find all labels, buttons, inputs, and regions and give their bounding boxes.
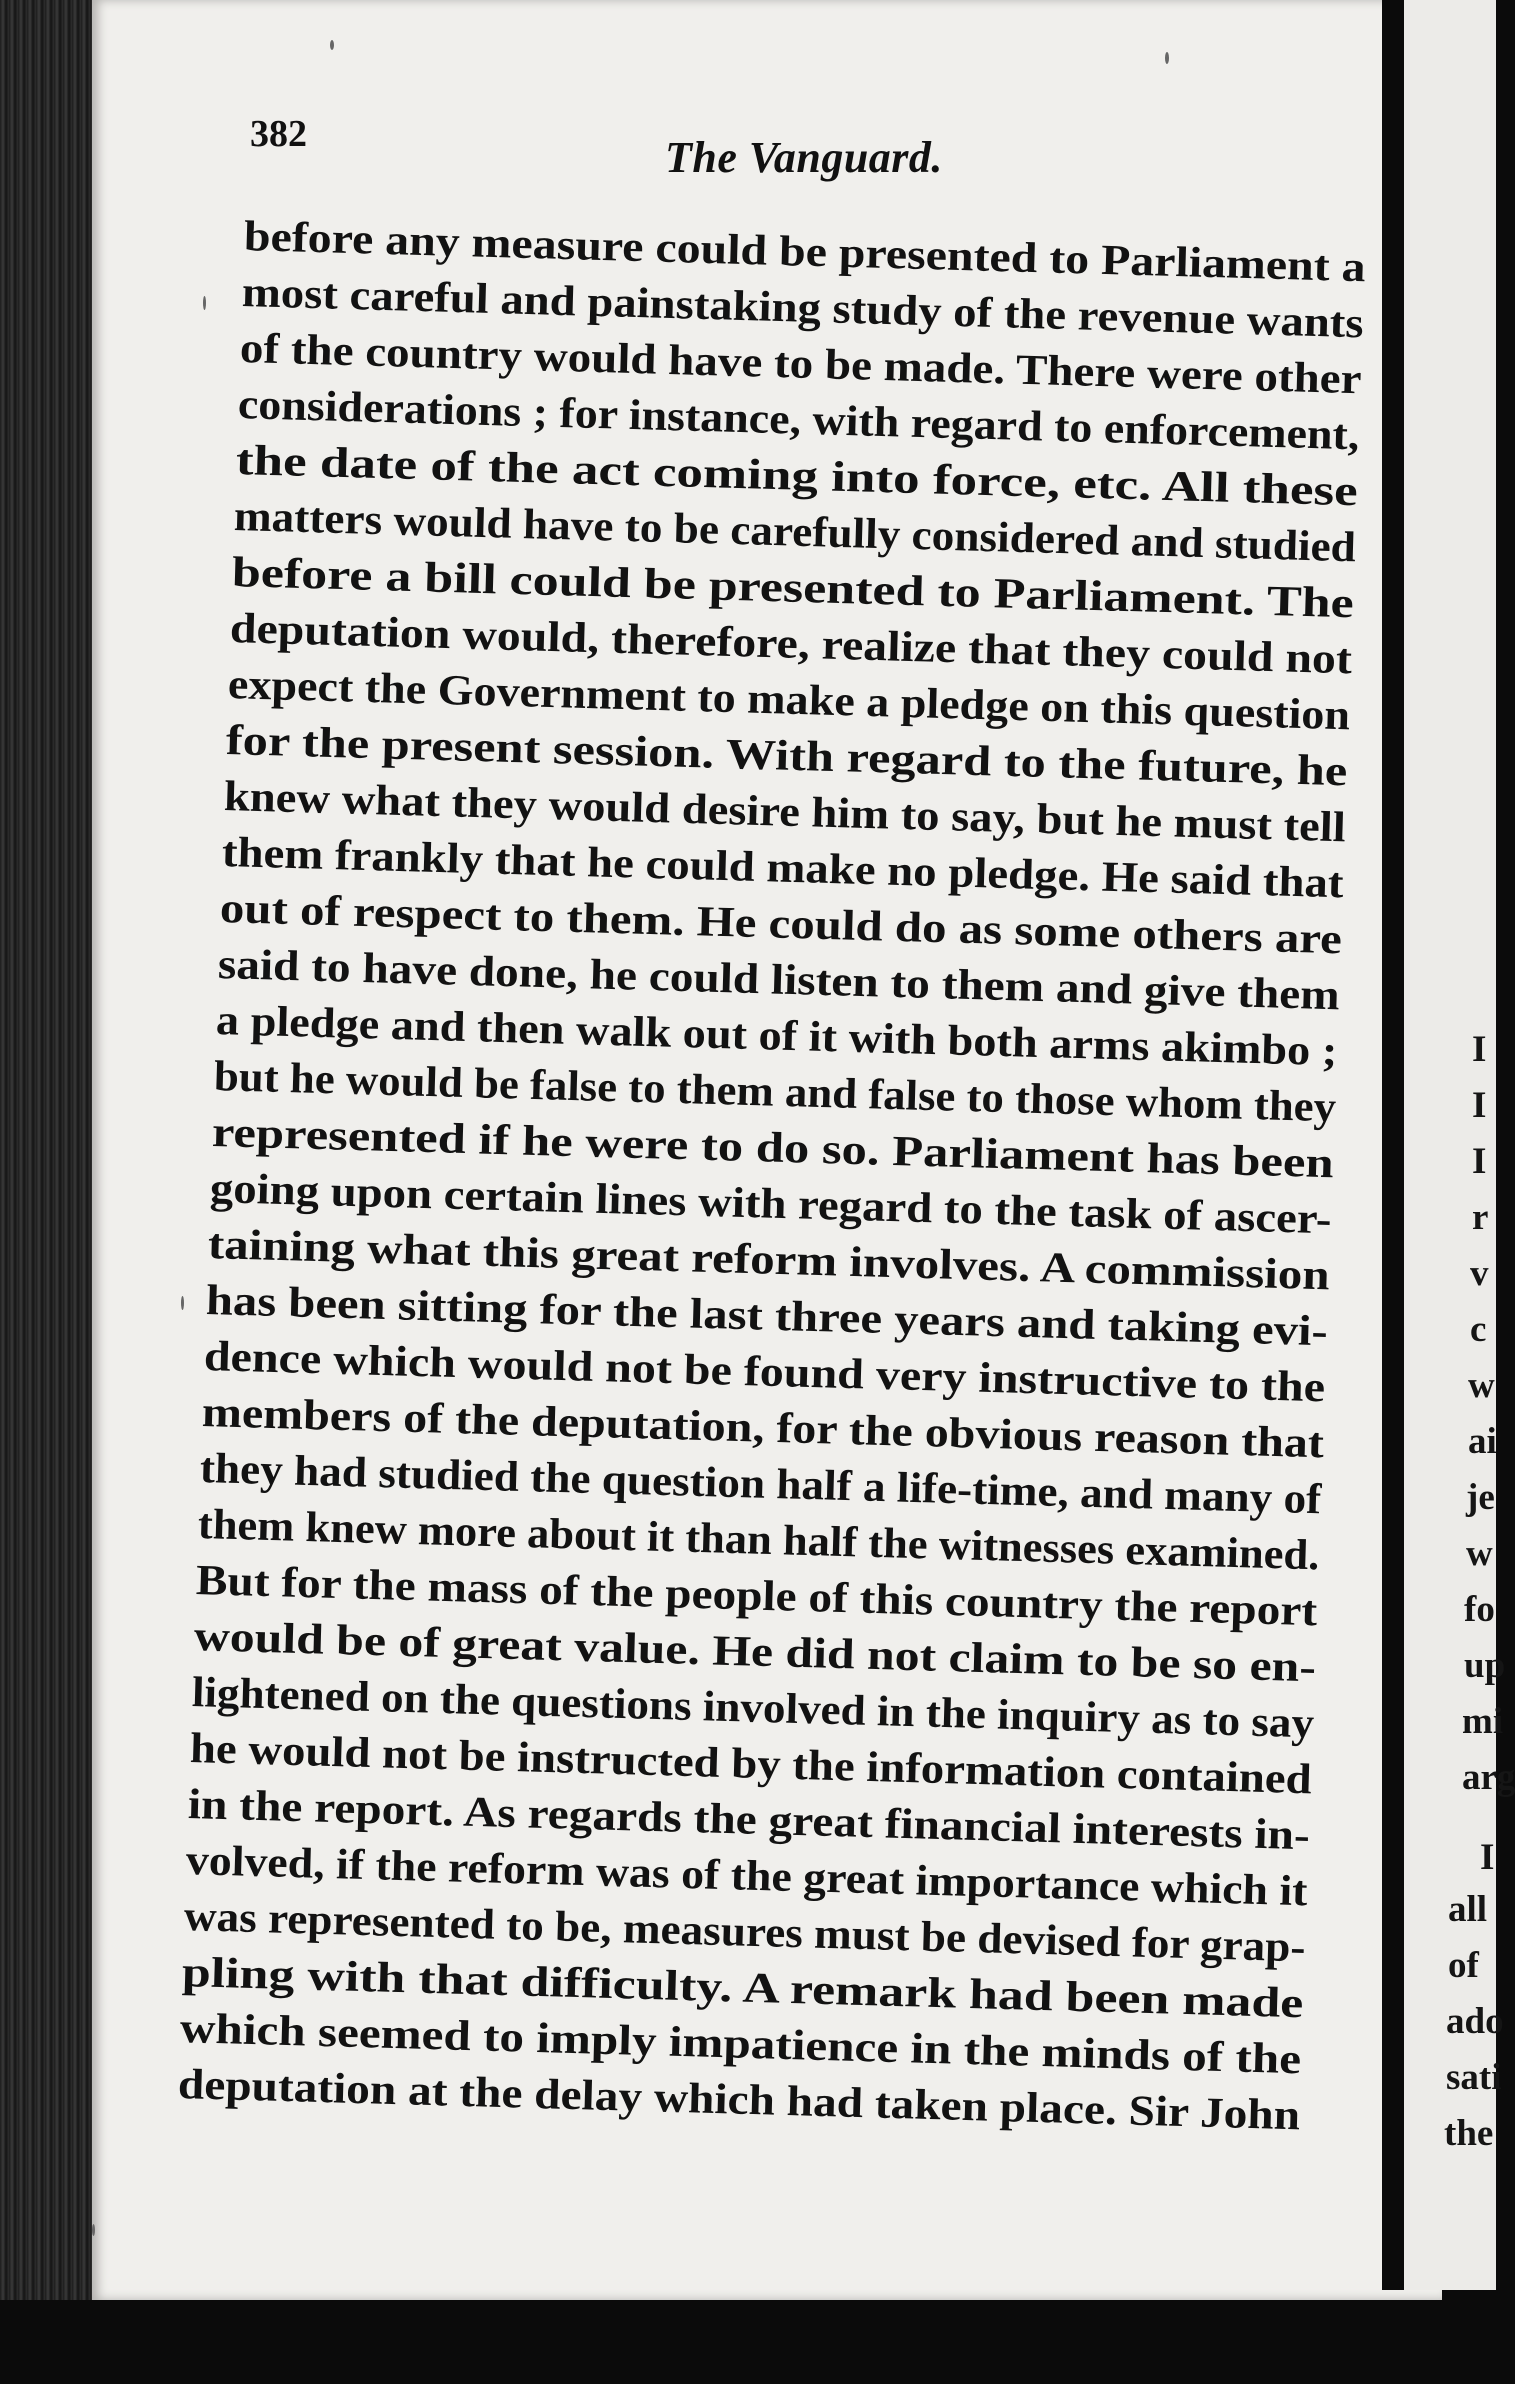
facing-page-fragment: w	[1466, 1533, 1493, 1574]
facing-page-fragment: I	[1472, 1029, 1487, 1070]
text-line: would be of great value. He did not claim to be so en-	[193, 1613, 1317, 1692]
text-line: pling with that difficulty. A remark had been made	[181, 1949, 1304, 2028]
facing-page-fragment: all	[1448, 1889, 1488, 1930]
facing-page-fragment: ai	[1468, 1421, 1497, 1462]
text-line: matters would have to be carefully considered and studied	[233, 493, 1357, 572]
text-line: lightened on the questions involved in the inquiry as to say	[191, 1669, 1315, 1748]
text-line: represented if he were to do so. Parliament has been	[211, 1109, 1335, 1188]
text-line: going upon certain lines with regard to the task of ascer-	[209, 1165, 1333, 1244]
text-line: before a bill could be presented to Parliament. The	[231, 549, 1355, 628]
text-line: before any measure could be presented to Parliament a	[243, 213, 1367, 292]
facing-page-fragment: arg	[1462, 1757, 1515, 1798]
text-line: said to have done, he could listen to them and give them	[217, 941, 1341, 1020]
text-line: deputation at the delay which had taken place. Sir John	[177, 2061, 1301, 2140]
facing-page-fragment: c	[1470, 1309, 1487, 1350]
facing-page-fragment: je	[1466, 1477, 1495, 1518]
text-line: But for the mass of the people of this country the report	[195, 1557, 1318, 1636]
scan-speck	[92, 2224, 95, 2236]
facing-page-fragment: of	[1448, 1945, 1479, 1986]
text-line: expect the Government to make a pledge on this question	[227, 661, 1351, 740]
facing-page-fragment: I	[1472, 1085, 1487, 1126]
text-line: he would not be instructed by the information contained	[189, 1725, 1313, 1804]
scan-speck	[330, 40, 334, 50]
text-line: for the present session. With regard to the future, he	[225, 717, 1348, 796]
text-line: volved, if the reform was of the great importance which it	[185, 1837, 1309, 1916]
facing-page-fragment: sati	[1446, 2057, 1502, 2098]
facing-page-fragment: ado	[1446, 2001, 1504, 2042]
facing-page-fragment: I	[1480, 1837, 1495, 1878]
text-line: taining what this great reform involves. A commission	[207, 1221, 1331, 1300]
page-number: 382	[250, 113, 307, 155]
text-line: they had studied the question half a life-time, and many of	[199, 1445, 1322, 1524]
text-line: of the country would have to be made. There were other	[239, 325, 1363, 404]
text-line: them knew more about it than half the witnesses examined.	[197, 1501, 1321, 1580]
text-line: dence which would not be found very instructive to the	[203, 1333, 1326, 1412]
facing-page-fragment: v	[1470, 1253, 1489, 1294]
scan-border	[0, 2300, 1496, 2384]
text-line: the date of the act coming into force, etc. All these	[235, 437, 1359, 516]
text-line: deputation would, therefore, realize that they could not	[229, 605, 1353, 684]
text-line: out of respect to them. He could do as some others are	[219, 885, 1343, 964]
text-line: but he would be false to them and false to those whom they	[213, 1053, 1337, 1132]
text-line: in the report. As regards the great financial interests in-	[187, 1781, 1311, 1860]
facing-page-fragment: fo	[1464, 1589, 1495, 1630]
text-line: them frankly that he could make no pledge. He said that	[221, 829, 1345, 908]
facing-page	[1390, 0, 1515, 2290]
text-line: was represented to be, measures must be devised for grap-	[183, 1893, 1307, 1972]
text-line: most careful and painstaking study of the revenue wants	[241, 269, 1365, 348]
text-line: which seemed to imply impatience in the minds of the	[179, 2005, 1302, 2084]
text-line: has been sitting for the last three years and taking evi-	[205, 1277, 1329, 1356]
facing-page-fragment: up	[1464, 1645, 1506, 1686]
text-line: knew what they would desire him to say, but he must tell	[223, 773, 1347, 852]
text-line: members of the deputation, for the obvious reason that	[201, 1389, 1325, 1468]
facing-page-fragment: the	[1444, 2113, 1494, 2154]
scan-speck	[203, 296, 206, 310]
facing-page-fragment: mi	[1462, 1701, 1504, 1742]
text-line: a pledge and then walk out of it with both arms akimbo ;	[215, 997, 1338, 1076]
running-title: The Vanguard.	[665, 133, 943, 182]
scan-speck	[1165, 52, 1169, 64]
facing-page-fragment: r	[1472, 1197, 1489, 1238]
facing-page-fragment: I	[1472, 1141, 1487, 1182]
text-line: considerations ; for instance, with regard to enforcement,	[237, 381, 1360, 460]
facing-page-fragment: w	[1468, 1365, 1495, 1406]
scan-speck	[181, 1296, 184, 1310]
